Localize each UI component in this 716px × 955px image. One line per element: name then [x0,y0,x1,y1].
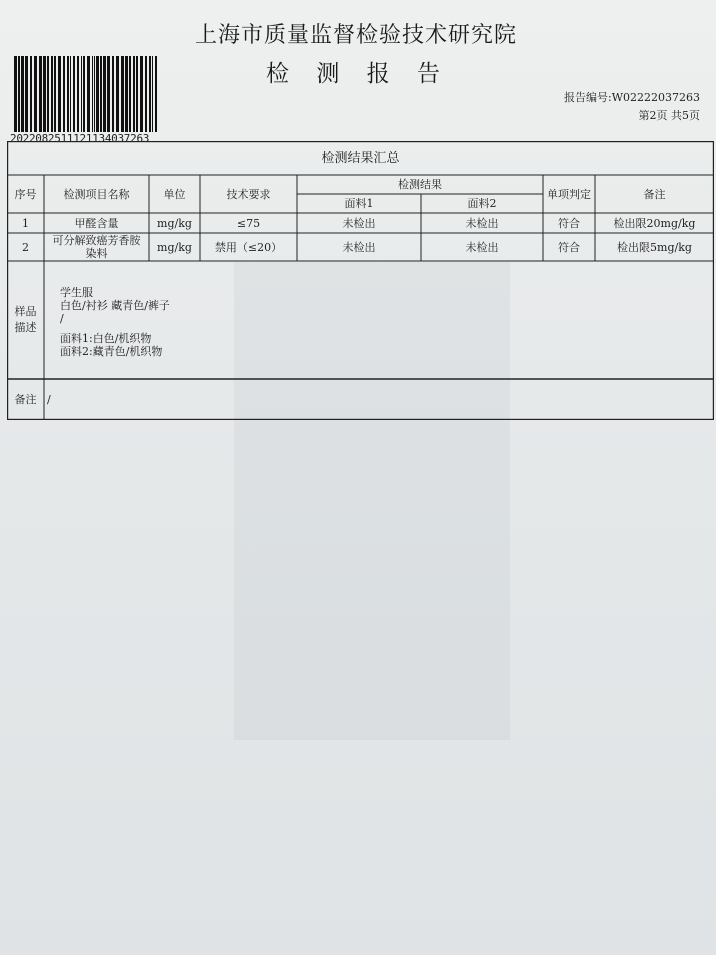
row2-no: 2 [22,240,29,254]
row2-judgement: 符合 [558,240,580,254]
row2-remark: 检出限5mg/kg [617,240,692,254]
row1-item: 甲醛含量 [74,216,119,230]
row2-requirement: 禁用（≤20） [214,240,283,254]
header-judgement: 单项判定 [547,187,591,201]
report-title: 检 测 报 告 [266,61,450,87]
row1-fabric2: 未检出 [465,216,499,230]
row2-fabric2: 未检出 [465,240,499,254]
header-item: 检测项目名称 [63,187,130,201]
row1-remark: 检出限20mg/kg [613,216,696,230]
row1-unit: mg/kg [157,216,192,230]
note-label: 备注 [14,393,37,406]
header-no: 序号 [14,187,37,201]
row2-fabric1: 未检出 [342,240,376,254]
header-remark: 备注 [643,187,666,201]
barcode-number: 2022082511121134037263 [10,132,150,145]
page-info: 第2页 共5页 [638,109,700,122]
sample-label: 样品描述 [14,305,37,334]
header-fabric2: 面料2 [467,197,497,210]
sample-line-2: 白色/衬衫 藏青色/裤子 [60,299,170,312]
header-fabric1: 面料1 [344,197,374,210]
header-unit: 单位 [163,187,186,201]
row1-fabric1: 未检出 [342,216,376,230]
header-requirement: 技术要求 [226,187,271,201]
sample-line-1: 学生服 [60,286,93,299]
institution-name: 上海市质量监督检验技术研究院 [194,23,517,48]
barcode [14,56,158,132]
header-results: 检测结果 [398,178,442,191]
row1-requirement: ≤75 [236,216,261,230]
note-value: / [47,393,51,406]
row2-item: 可分解致癌芳香胺染料 [52,234,141,260]
report-number: 报告编号:W02222037263 [564,91,700,104]
sample-line-5: 面料2:藏青色/机织物 [60,345,163,358]
row2-unit: mg/kg [157,240,192,254]
row1-judgement: 符合 [558,216,580,230]
results-table [7,141,714,420]
section-title: 检测结果汇总 [321,150,400,166]
row1-no: 1 [22,216,29,230]
sample-line-3: / [60,312,64,325]
sample-line-4: 面料1:白色/机织物 [60,332,152,345]
